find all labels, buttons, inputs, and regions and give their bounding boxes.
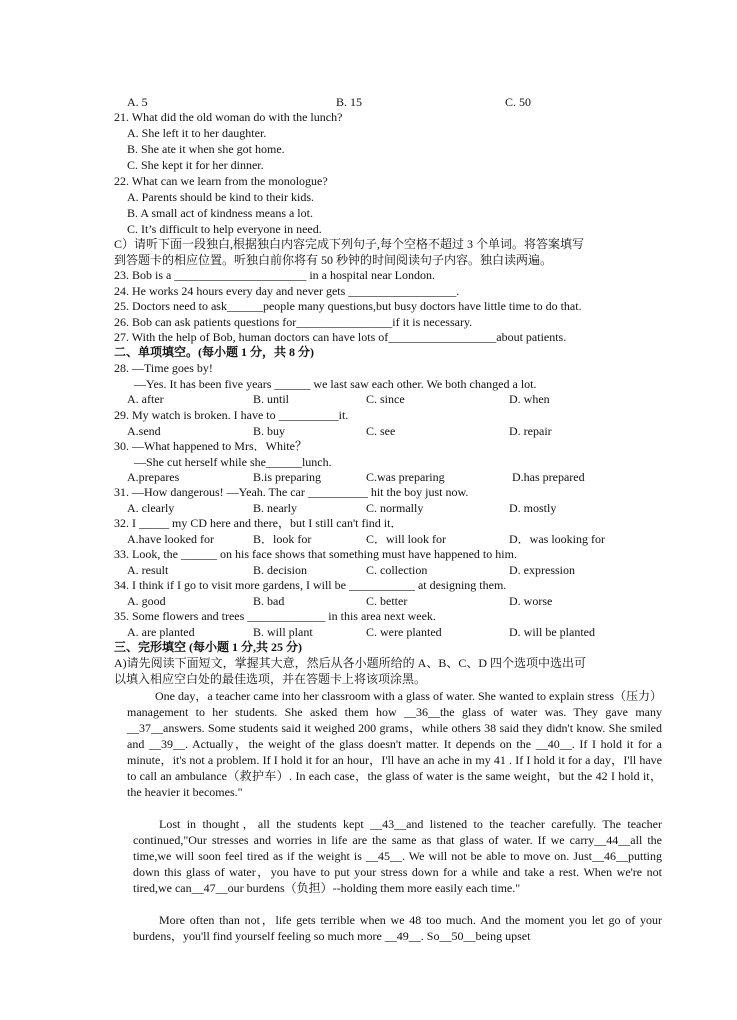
question-21: 21. What did the old woman do with the lunch?	[114, 110, 343, 124]
q34-option-a: A. good	[127, 594, 166, 608]
q32-option-d: D．was looking for	[509, 532, 605, 546]
q29-option-a: A.send	[127, 424, 161, 438]
section-2-heading: 二、单项填空。(每小题 1 分，共 8 分)	[114, 345, 314, 359]
q30-option-a: A.prepares	[127, 470, 180, 484]
q35-option-a: A. are planted	[127, 625, 195, 639]
cloze-paragraph-2: Lost in thought，all the students kept __43__and listened to the teacher carefully. The teacher continued,"Our stresses and worries in life are the same as that glass of water. If we carry__44__all the time,we will soon feel tired as if the weight is __45__. We will not be able to move on. Just__46__putting down this glass of water，you have to put your stress down for a while and take a rest. When we're not tired,we can__47__our burdens（负担）--holding them more easily each time."	[133, 817, 662, 895]
q21-option-b: B. She ate it when she got home.	[127, 142, 285, 156]
q32-option-b: B．look for	[253, 532, 312, 546]
q32-option-c: C．will look for	[366, 532, 446, 546]
cloze-instruction-1: A)请先阅读下面短文，掌握其大意，然后从各小题所给的 A、B、C、D 四个选项中选出可	[114, 656, 587, 670]
q35-option-b: B. will plant	[253, 625, 313, 639]
q29-option-b: B. buy	[253, 424, 286, 438]
q28-option-a: A. after	[127, 392, 164, 406]
question-24: 24. He works 24 hours every day and never gets __________________.	[114, 284, 460, 298]
q28-option-d: D. when	[509, 392, 550, 406]
question-35: 35. Some flowers and trees _____________ in this area next week.	[114, 609, 436, 623]
q35-option-d: D. will be planted	[509, 625, 595, 639]
question-26: 26. Bob can ask patients questions for________________if it is necessary.	[114, 315, 473, 329]
q22-option-a: A. Parents should be kind to their kids.	[127, 190, 314, 204]
q33-option-b: B. decision	[253, 563, 307, 577]
q21-option-c: C. She kept it for her dinner.	[127, 158, 264, 172]
q34-option-d: D. worse	[509, 594, 553, 608]
q30-option-c: C.was preparing	[366, 470, 445, 484]
section-c-instruction-1: C）请听下面一段独白,根据独白内容完成下列句子,每个空格不超过 3 个单词。将答案填写	[114, 237, 585, 251]
cloze-instruction-2: 以填入相应空白处的最佳选项，并在答题卡上将该项涂黑。	[114, 672, 427, 686]
q20-option-a: A. 5	[127, 95, 148, 109]
q28-option-b: B. until	[253, 392, 290, 406]
question-32: 32. I _____ my CD here and there，but I still can't find it．	[114, 516, 403, 530]
question-30: 30. —What happened to Mrs．White？	[114, 439, 307, 453]
question-25: 25. Doctors need to ask______people many questions,but busy doctors have little time to do that.	[114, 299, 582, 313]
question-30-reply: —She cut herself while she______lunch.	[134, 455, 332, 469]
q22-option-c: C. It’s difficult to help everyone in need.	[127, 222, 322, 236]
q35-option-c: C. were planted	[366, 625, 442, 639]
question-27: 27. With the help of Bob, human doctors can have lots of__________________about patients.	[114, 330, 567, 344]
question-29: 29. My watch is broken. I have to __________it.	[114, 408, 349, 422]
question-28: 28. —Time goes by!	[114, 361, 213, 375]
q31-option-b: B. nearly	[253, 501, 297, 515]
q22-option-b: B. A small act of kindness means a lot.	[127, 206, 313, 220]
cloze-paragraph-1: One day，a teacher came into her classroom with a glass of water. She wanted to explain stress（压力）management to her students. She asked them how __36__the glass of water was. They gave many __37__answers. Some students said it weighed 200 grams，while others 38 said they didn't know. She smiled and __39__. Actually，the weight of the glass doesn't matter. It depends on the __40__. If I hold it for a minute，it's not a problem. If I hold it for an hour，I'll have an ache in my 41 . If I hold it for a day，I'll have to call an ambulance（救护车）. In each case，the glass of water is the same weight，but the 42 I hold it，the heavier it becomes."	[127, 689, 662, 799]
q33-option-c: C. collection	[366, 563, 428, 577]
q31-option-d: D. mostly	[509, 501, 557, 515]
question-31: 31. —How dangerous! —Yeah. The car __________ hit the boy just now.	[114, 485, 469, 499]
q31-option-a: A. clearly	[127, 501, 175, 515]
q30-option-d: D.has prepared	[512, 470, 585, 484]
question-33: 33. Look, the ______ on his face shows that something must have happened to him.	[114, 547, 517, 561]
q33-option-d: D. expression	[509, 563, 575, 577]
section-c-instruction-2: 到答题卡的相应位置。听独白前你将有 50 秒钟的时间阅读句子内容。独白读两遍。	[114, 253, 553, 267]
question-23: 23. Bob is a ______________________ in a hospital near London.	[114, 268, 435, 282]
question-34: 34. I think if I go to visit more gardens, I will be ___________ at designing them.	[114, 578, 507, 592]
q32-option-a: A.have looked for	[127, 532, 214, 546]
q21-option-a: A. She left it to her daughter.	[127, 126, 267, 140]
question-28-reply: —Yes. It has been five years ______ we last saw each other. We both changed a lot.	[134, 377, 537, 391]
q30-option-b: B.is preparing	[253, 470, 321, 484]
q34-option-c: C. better	[366, 594, 408, 608]
q34-option-b: B. bad	[253, 594, 285, 608]
cloze-paragraph-3: More often than not，life gets terrible when we 48 too much. And the moment you let go of your burdens，you'll find yourself feeling so much more __49__. So__50__being upset	[133, 913, 662, 943]
q20-option-c: C. 50	[505, 95, 532, 109]
question-22: 22. What can we learn from the monologue?	[114, 174, 328, 188]
q33-option-a: A. result	[127, 563, 169, 577]
section-3-heading: 三、完形填空 (每小题 1 分,共 25 分)	[114, 640, 302, 654]
q31-option-c: C. normally	[366, 501, 424, 515]
q20-option-b: B. 15	[336, 95, 363, 109]
q29-option-c: C. see	[366, 424, 396, 438]
q28-option-c: C. since	[366, 392, 405, 406]
q29-option-d: D. repair	[509, 424, 552, 438]
